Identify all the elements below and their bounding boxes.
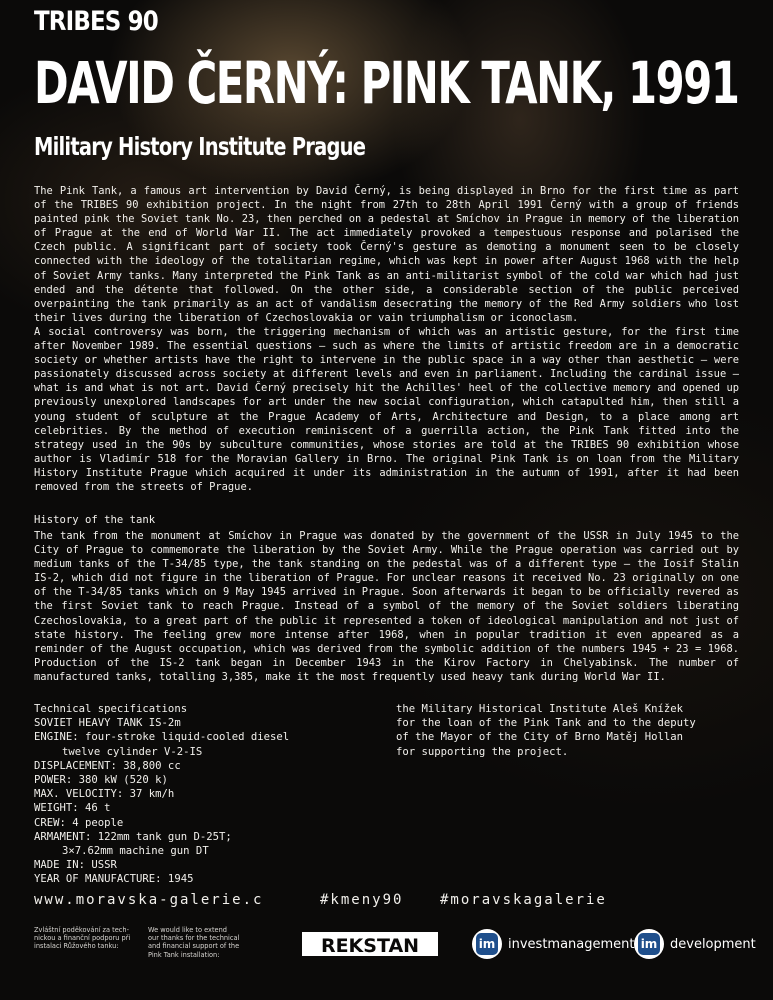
spec-year: YEAR OF MANUFACTURE: 1945 — [34, 873, 194, 886]
development-logo — [634, 929, 756, 959]
note-english — [148, 926, 239, 959]
website-link[interactable]: www.moravska-galerie.c — [34, 892, 264, 908]
spec-model: SOVIET HEAVY TANK IS-2m — [34, 717, 181, 730]
hashtag-kmeny90: #kmeny90 — [320, 892, 404, 908]
acknowledgements — [396, 702, 696, 759]
kicker: TRIBES 90 — [34, 6, 158, 37]
intro-paragraph-2: A social controversy was born, the triggering mechanism of which was an artistic gesture, for the first time after November 1989. The essential questions – such as where the limits of artistic freedom are in a democratic society or whether artists have the right to intervene in the public space in a way other than aesthetic – were passionately discussed across society at different levels and even in parliament. Including the cardinal issue – what is and what is not art. David Černý precisely hit the Achilles' heel of the collective memory and opened up previously unexplored landscapes for art under the new social configuration, which catapulted him, then still a young student of sculpture at the Prague Academy of Arts, Architecture and Design, to a place among art celebrities. By the method of execution reminiscent of a guerrilla action, the Pink Tank fitted into the strategy used in the 90s by subculture communities, whose stories are told at the TRIBES 90 exhibition whose author is Vladimír 518 for the Moravian Gallery in Brno. The original Pink Tank is on loan from the Military History Institute Prague which acquired it under its administration in the autumn of 1991, after it had been removed from the streets of Prague. — [34, 325, 739, 493]
note-line: Zvláštní poděkování za tech- — [34, 926, 129, 934]
note-czech — [34, 926, 130, 951]
spec-displacement: DISPLACEMENT: 38,800 cc — [34, 759, 181, 772]
hashtag-moravskagalerie: #moravskagalerie — [440, 892, 607, 908]
note-line: Pink Tank installation: — [148, 950, 220, 959]
note-line: instalaci Růžového tanku: — [34, 942, 119, 951]
rekstan-logo: REKSTAN — [302, 932, 438, 956]
history-text: The tank from the monument at Smíchov in Prague was donated by the government of the USSR in July 1945 to the City of Prague to commemorate the liberation by the Soviet Army. While the Prague operation was carried out by medium tanks of the T-34/85 type, the tank standing on the pedestal was of a different type – the Iosif Stalin IS-2, which did not figure in the liberation of Prague. For unclear reasons it received No. 23 originally on one of the T-34/85 tanks which on 9 May 1945 arrived in Prague. Soon afterwards it began to be officially revered as the first Soviet tank to reach Prague. Instead of a symbol of the memory of the Soviet soldiers liberating Czechoslovakia, to a great part of the public it represented a token of ideological manipulation and not just of state history. The feeling grew more intense after 1968, when in popular tradition it even appeared as a reminder of the August occupation, which was derived from the symbolic addition of the numbers 1945 + 23 = 1968. Production of the IS-2 tank began in December 1943 in the Kirov Factory in Chelyabinsk. The number of manufactured tanks, totalling 3,385, make it the most frequently used heavy tank during World War II. — [34, 530, 739, 683]
im-mark-text: im — [476, 933, 498, 955]
spec-armament-cont: 3×7.62mm machine gun DT — [62, 845, 209, 858]
technical-specifications — [34, 702, 289, 887]
thanks-line: for supporting the project. — [396, 745, 569, 758]
page-subtitle: Military History Institute Prague — [34, 132, 366, 161]
spec-velocity: MAX. VELOCITY: 37 km/h — [34, 788, 175, 801]
investmanagement-logo — [472, 929, 635, 959]
im-logo-icon — [472, 929, 502, 959]
thanks-line: of the Mayor of the City of Brno Matěj Hollan — [396, 731, 684, 744]
spec-armament: ARMAMENT: 122mm tank gun D-25T; — [34, 830, 232, 843]
thanks-line: for the loan of the Pink Tank and to the deputy — [396, 717, 696, 730]
spec-made-in: MADE IN: USSR — [34, 859, 117, 872]
note-line: our thanks for the technical — [148, 934, 240, 943]
im-logo-icon — [634, 929, 664, 959]
intro-text — [34, 184, 739, 494]
spec-weight: WEIGHT: 46 t — [34, 802, 111, 815]
note-line: nickou a finanční podporu při — [34, 934, 131, 943]
spec-crew: CREW: 4 people — [34, 816, 124, 829]
note-line: and financial support of the — [148, 942, 240, 951]
im-mark-text: im — [638, 933, 660, 955]
history-heading: History of the tank — [34, 514, 156, 526]
development-name: development — [670, 936, 756, 952]
note-line: We would like to extend — [148, 926, 227, 934]
spec-engine-cont: twelve cylinder V-2-IS — [62, 745, 203, 758]
intro-paragraph-1: The Pink Tank, a famous art intervention by David Černý, is being displayed in Brno for the first time as part of the TRIBES 90 exhibition project. In the night from 27th to 28th April 1991 Černý with a group of friends painted pink the Soviet tank No. 23, then perched on a pedestal at Smíchov in Prague in memory of the liberation of Prague at the end of World War II. The act immediately provoked a tempestuous response and polarised the Czech public. A significant part of society took Černý's gesture as demoting a monument seen to be closely connected with the ideology of the totalitarian regime, which was kept in power after August 1968 with the help of Soviet Army tanks. Many interpreted the Pink Tank as an anti-militarist symbol of the cold war which had just ended and the détente that followed. On the other side, a considerable section of the public perceived overpainting the tank primarily as an act of vandalism desecrating the memory of the Red Army soldiers who lost their lives during the liberation of Czechoslovakia or vain triumphalism or iconoclasm. — [34, 185, 739, 324]
spec-power: POWER: 380 kW (520 k) — [34, 774, 168, 787]
investmanagement-name: investmanagement — [508, 936, 635, 952]
specs-heading: Technical specifications — [34, 703, 188, 715]
page-title: DAVID ČERNÝ: PINK TANK, 1991 — [34, 49, 739, 117]
thanks-line: the Military Historical Institute Aleš Knížek — [396, 703, 684, 715]
spec-engine: ENGINE: four-stroke liquid-cooled diesel — [34, 731, 290, 744]
